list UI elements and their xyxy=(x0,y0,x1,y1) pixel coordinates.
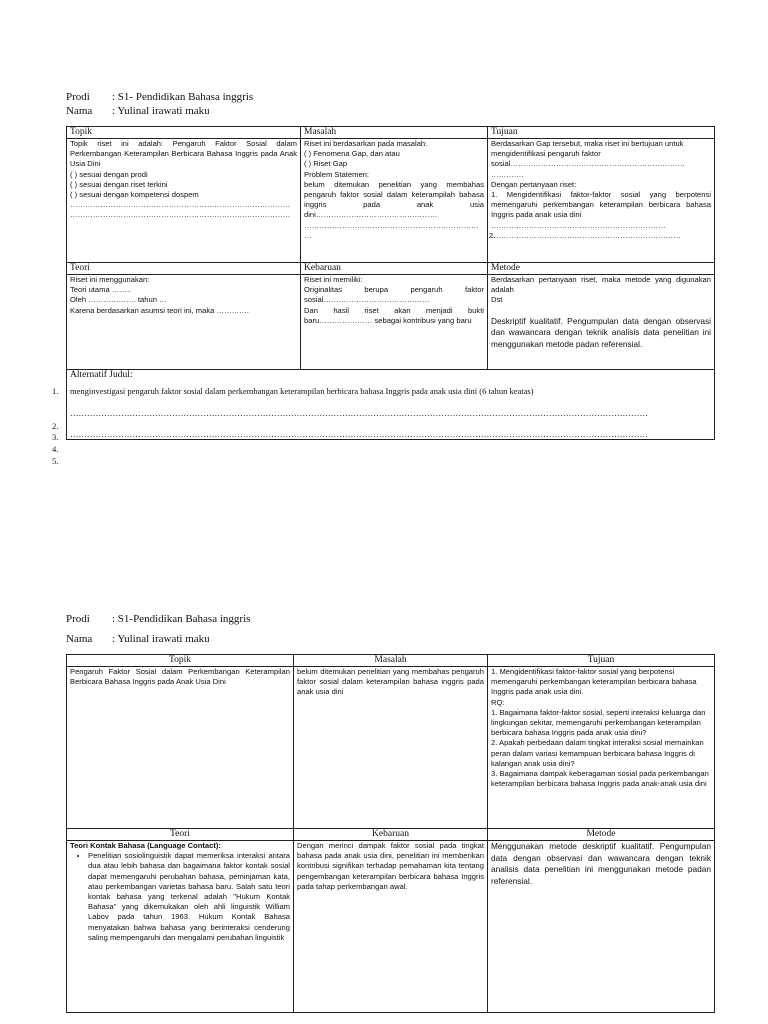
alt-num-1: 1. xyxy=(52,386,59,396)
check-prodi: ( ) sesuai dengan prodi xyxy=(70,169,148,179)
metode-text: Menggunakan metode deskriptif kualitatif. Pengumpulan data dengan observasi dan wawancara dengan teknik analisis data penelitian ini menggunakan metode padan referensial. xyxy=(491,841,711,886)
kebaruan-bukti: Dan hasil riset akan menjadi bukti baru………………… sebagai kontribusi yang baru xyxy=(304,305,484,325)
nama-value: : Yulinal irawati maku xyxy=(112,105,210,117)
topik-header: Topik xyxy=(67,655,294,667)
alt-num-5: 5. xyxy=(52,456,59,466)
rq-1: 1. Mengidentifikasi faktor-faktor sosial yang berpotensi memengaruhi perkembangan keterampilan berbicara bahasa Inggris pada anak usia dini xyxy=(491,190,711,220)
kebaruan-cell xyxy=(301,275,488,370)
masalah-last: … 2. xyxy=(304,230,496,240)
alt-num-4: 4. xyxy=(52,444,59,454)
teori-oleh: Oleh ………………. tahun … xyxy=(70,295,167,305)
rq-2: 2. Apakah perbedaan dalam tingkat interaksi sosial memainkan peran dalam variasi kemampuan berbicara bahasa Inggris di kalangan anak usia dini? xyxy=(491,738,704,768)
masalah-cell xyxy=(294,667,488,829)
page2-table xyxy=(66,654,715,1013)
check-fenomena: ( ) Fenomena Gap, dan atau xyxy=(304,149,400,159)
alternatif-header: Alternatif Judul: xyxy=(70,370,133,380)
teori-bullet: • Penelitian sosiolinguistik dapat memeriksa interaksi antara dua atau lebih bahasa dan bagaimana faktor kontak sosial dapat memengaruhi perubahan bahasa, peminjaman kata, atau perkembangan varietas bahasa baru. Salah satu teori kontak bahasa yang terkenal adalah "Hukum Kontak Bahasa" yang dikemukakan oleh ahli linguistik William Labov pada tahun 1963. Hukum Kontak Bahasa menyatakan bahwa bahasa yang berinteraksi cenderung saling mempengaruhi dan mengalami perubahan linguistik xyxy=(88,851,290,943)
page1-header xyxy=(66,90,253,118)
topik-text: Pengaruh Faktor Sosial dalam Perkembangan Keterampilan Berbicara Bahasa Inggris pada Anak Usia Dini xyxy=(70,667,290,687)
topik-dots-1: …………………………………………………………………………… xyxy=(70,200,291,210)
metode-header: Metode xyxy=(488,263,715,275)
kebaruan-intro: Riset ini memiliki: xyxy=(304,275,363,284)
teori-header: Teori xyxy=(67,829,294,841)
check-riset-gap: ( ) Riset Gap xyxy=(304,159,348,169)
tujuan-1: 1. Mengidentifikasi faktor-faktor sosial yang berpotensi memengaruhi perkembangan keterampilan berbicara bahasa Inggris pada anak usia dini. xyxy=(491,667,697,697)
rq-label: RQ: xyxy=(491,697,505,707)
kebaruan-orig: Originalitas berupa pengaruh faktor sosial…………………………………… xyxy=(304,285,484,305)
teori-header: Teori xyxy=(67,263,301,275)
problem-text: belum ditemukan penelitian yang membahas pengaruh faktor sosial dalam keterampilah bahasa inggris pada anak usia dini………………………………………… xyxy=(304,179,484,220)
teori-utama: Teori utama …….. xyxy=(70,285,132,295)
problem-label: Problem Statemen: xyxy=(304,169,369,179)
teori-title: Teori Kontak Bahasa (Language Contact): xyxy=(70,841,221,850)
topik-header: Topik xyxy=(67,127,301,139)
teori-list xyxy=(70,851,290,943)
topik-cell xyxy=(67,667,294,829)
prodi-label: Prodi xyxy=(66,91,90,103)
prodi-label: Prodi xyxy=(66,613,90,625)
rq-3: 3. Bagaimana dampak keberagaman sosial pada perkembangan keterampilan berbicara bahasa Inggris pada anak-anak usia dini xyxy=(491,769,709,789)
nama-value: : Yulinal irawati maku xyxy=(112,633,210,645)
metode-cell xyxy=(488,841,715,1013)
prodi-value: : S1- Pendidikan Bahasa inggris xyxy=(112,91,254,103)
masalah-header: Masalah xyxy=(294,655,488,667)
tujuan-header: Tujuan xyxy=(488,655,715,667)
alternatif-4: …………………………………………………………………………………………………………………………………………………………………………………… xyxy=(70,429,648,439)
rq-1: 1. Bagaimana faktor-faktor sosial, seperti interaksi keluarga dan lingkungan sekitar, memengaruhi perkembangan keterampilan berbicara bahasa Inggris pada anak usia dini? xyxy=(491,707,706,738)
masalah-text: belum ditemukan penelitian yang membahas pengaruh faktor sosial dalam keterampilan bahasa inggris pada anak usia dini xyxy=(297,667,484,697)
nama-label: Nama xyxy=(66,633,93,645)
kebaruan-header: Kebaruan xyxy=(294,829,488,841)
alt-num-2: 2. xyxy=(52,421,59,431)
teori-cell xyxy=(67,275,301,370)
kebaruan-header: Kebaruan xyxy=(301,263,488,275)
metode-text: Deskriptif kualitatif. Pengumpulan data dengan observasi dan wawancara dengan teknik analisis data penelitian ini menggunakan metode padan referensial. xyxy=(491,315,711,349)
teori-intro: Riset ini menggunakan: xyxy=(70,275,150,284)
masalah-header: Masalah xyxy=(301,127,488,139)
tujuan-cell xyxy=(488,667,715,829)
kebaruan-text: Dengan merinci dampak faktor sosial pada tingkat bahasa pada anak usia dini, penelitian ini memberikan kontribusi signifikan terhadap pemahaman kita tentang pengembangan keterampilan berbicara bahasa Inggris pada tahap perkembangan awal. xyxy=(297,841,484,891)
alternatif-1: menginvestigasi pengaruh faktor sosial dalam perkembangan keterampilan berbicara bahasa Inggris pada anak usia dini (6 tahun keatas) xyxy=(70,386,534,396)
prodi-value: : S1-Pendidikan Bahasa inggris xyxy=(112,613,251,625)
masalah-dots: …………………………………………………………… xyxy=(304,220,479,230)
alternatif-cell xyxy=(67,370,715,440)
metode-intro: Berdasarkan pertanyaan riset, maka metode yang digunakan adalah xyxy=(491,275,711,295)
check-riset: ( ) sesuai dengan riset terkini xyxy=(70,179,168,189)
tujuan-cell xyxy=(488,139,715,263)
tujuan-dots-c: ………………………………………………………………… xyxy=(491,230,681,240)
kebaruan-cell xyxy=(294,841,488,1013)
tujuan-dots-a: …………. xyxy=(491,169,524,179)
topik-dots-2: …………………………………………………………………………… xyxy=(70,210,291,220)
metode-header: Metode xyxy=(488,829,715,841)
metode-cell xyxy=(488,275,715,370)
metode-dst: Dst xyxy=(491,295,503,305)
topik-cell xyxy=(67,139,301,263)
tujuan-header: Tujuan xyxy=(488,127,715,139)
masalah-cell xyxy=(301,139,496,263)
tujuan-dots-b: …………………………………………………………… xyxy=(491,220,666,230)
topik-text: Topik riset ini adalah: Pengaruh Faktor Sosial dalam Perkembangan Keterampilan Berbicara Bahasa Inggris pada Anak Usia Dini xyxy=(70,139,297,169)
check-dospem: ( ) sesuai dengan kompetensi dospem xyxy=(70,190,199,200)
alt-num-3: 3. xyxy=(52,432,59,442)
page2-header xyxy=(66,609,250,649)
teori-asumsi: Karena berdasarkan asumsi teori ini, maka …………. xyxy=(70,305,249,315)
masalah-intro: Riset ini berdasarkan pada masalah: xyxy=(304,139,428,148)
nama-label: Nama xyxy=(66,105,93,117)
alternatif-2: …………………………………………………………………………………………………………………………………………………………………………………… xyxy=(70,408,648,418)
teori-cell xyxy=(67,841,294,1013)
tujuan-intro: Berdasarkan Gap tersebut, maka riset ini bertujuan untuk mengidentifikasi pengaruh faktor sosial…………………………………………………………… xyxy=(491,139,686,169)
page1-table xyxy=(66,126,715,440)
rq-label: Dengan pertanyaan riset: xyxy=(491,179,577,189)
